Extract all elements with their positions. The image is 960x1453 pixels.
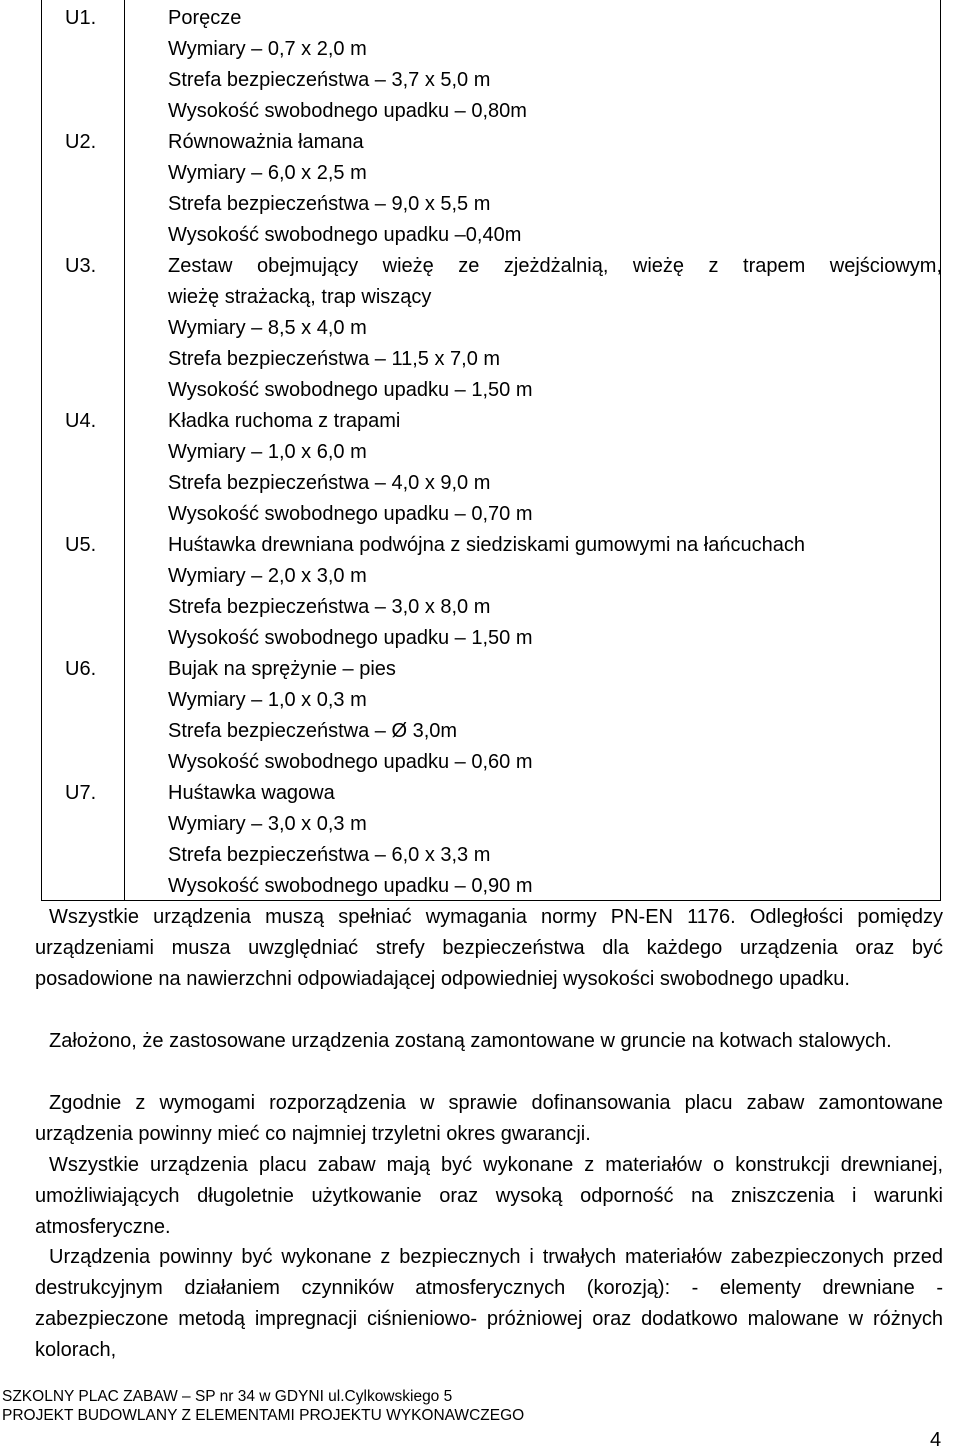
item-description	[168, 530, 942, 654]
item-name: Huśtawka wagowa	[168, 782, 335, 804]
paragraph-text: Wszystkie urządzenia muszą spełniać wymagania normy PN-EN 1176. Odległości pomiędzy urządzeniami musza uwzględniać strefy bezpieczeństwa dla każdego urządzenia oraz być posadowione na nawierzchni odpowiadającej odpowiedniej wysokości swobodnego upadku.	[35, 906, 943, 990]
item-safety-zone: Strefa bezpieczeństwa – 9,0 x 5,5 m	[168, 193, 491, 215]
item-dimensions: Wymiary – 6,0 x 2,5 m	[168, 162, 367, 184]
paragraph-standards	[35, 902, 943, 995]
item-fall-height: Wysokość swobodnego upadku – 0,60 m	[168, 751, 533, 773]
item-safety-zone: Strefa bezpieczeństwa – 11,5 x 7,0 m	[168, 348, 501, 370]
item-fall-height: Wysokość swobodnego upadku – 1,50 m	[168, 379, 533, 401]
item-name: Huśtawka drewniana podwójna z siedziskami gumowymi na łańcuchach	[168, 534, 805, 556]
item-safety-zone: Strefa bezpieczeństwa – Ø 3,0m	[168, 720, 458, 742]
item-fall-height: Wysokość swobodnego upadku – 0,70 m	[168, 503, 533, 525]
paragraph-text: Wszystkie urządzenia placu zabaw mają być wykonane z materiałów o konstrukcji drewnianej, umożliwiających długoletnie użytkowanie oraz wysoką odporność na zniszczenia i warunki atmosferyczne.	[35, 1154, 943, 1238]
page-number: 4	[930, 1429, 942, 1451]
item-description	[168, 251, 942, 406]
paragraph-text: Zgodnie z wymogami rozporządzenia w sprawie dofinansowania placu zabaw zamontowane urządzenia powinny mieć co najmniej trzyletni okres gwarancji.	[35, 1092, 943, 1145]
item-dimensions: Wymiary – 2,0 x 3,0 m	[168, 565, 367, 587]
footer-project-type: PROJEKT BUDOWLANY Z ELEMENTAMI PROJEKTU WYKONAWCZEGO	[2, 1407, 525, 1424]
item-name: Równoważnia łamana	[168, 131, 364, 153]
item-safety-zone: Strefa bezpieczeństwa – 3,0 x 8,0 m	[168, 596, 491, 618]
item-dimensions: Wymiary – 1,0 x 6,0 m	[168, 441, 367, 463]
item-safety-zone: Strefa bezpieczeństwa – 6,0 x 3,3 m	[168, 844, 491, 866]
paragraph-text: Urządzenia powinny być wykonane z bezpiecznych i trwałych materiałów zabezpieczonych przed destrukcyjnym działaniem czynników atmosferycznych (korozją): - elementy drewniane - zabezpieczone metodą impregnacji ciśnieniowo- próżniowej oraz dodatkowo malowane w różnych kolorach,	[35, 1246, 943, 1361]
item-description	[168, 778, 942, 902]
item-fall-height: Wysokość swobodnego upadku – 0,90 m	[168, 875, 533, 897]
item-fall-height: Wysokość swobodnego upadku – 1,50 m	[168, 627, 533, 649]
paragraph-materials	[35, 1150, 943, 1243]
item-safety-zone: Strefa bezpieczeństwa – 4,0 x 9,0 m	[168, 472, 491, 494]
item-dimensions: Wymiary – 3,0 x 0,3 m	[168, 813, 367, 835]
table-column-divider	[124, 0, 125, 901]
page-footer	[2, 1387, 524, 1425]
paragraph-text: Założono, że zastosowane urządzenia zostaną zamontowane w gruncie na kotwach stalowych.	[49, 1030, 892, 1052]
item-code: U7.	[65, 782, 97, 804]
item-safety-zone: Strefa bezpieczeństwa – 3,7 x 5,0 m	[168, 69, 491, 91]
item-code: U5.	[65, 534, 97, 556]
item-dimensions: Wymiary – 8,5 x 4,0 m	[168, 317, 367, 339]
item-name: Kładka ruchoma z trapami	[168, 410, 401, 432]
paragraph-warranty	[35, 1088, 943, 1150]
item-code: U4.	[65, 410, 97, 432]
item-fall-height: Wysokość swobodnego upadku –0,40m	[168, 224, 522, 246]
item-name: Poręcze	[168, 7, 242, 29]
item-dimensions: Wymiary – 1,0 x 0,3 m	[168, 689, 367, 711]
paragraph-protection	[35, 1242, 943, 1366]
footer-project-name: SZKOLNY PLAC ZABAW – SP nr 34 w GDYNI ul.Cylkowskiego 5	[2, 1388, 453, 1405]
paragraph-installation	[35, 1026, 943, 1057]
item-description	[168, 127, 942, 251]
item-description	[168, 654, 942, 778]
item-description	[168, 406, 942, 530]
item-name-continued: wieżę strażacką, trap wiszący	[168, 286, 432, 308]
item-description	[168, 3, 942, 127]
item-code: U2.	[65, 131, 97, 153]
item-code: U6.	[65, 658, 97, 680]
item-name: Zestaw obejmujący wieżę ze zjeżdżalnią, wieżę z trapem wejściowym,	[168, 255, 942, 277]
item-fall-height: Wysokość swobodnego upadku – 0,80m	[168, 100, 527, 122]
item-name: Bujak na sprężynie – pies	[168, 658, 396, 680]
item-code: U3.	[65, 255, 97, 277]
item-dimensions: Wymiary – 0,7 x 2,0 m	[168, 38, 367, 60]
item-code: U1.	[65, 7, 97, 29]
